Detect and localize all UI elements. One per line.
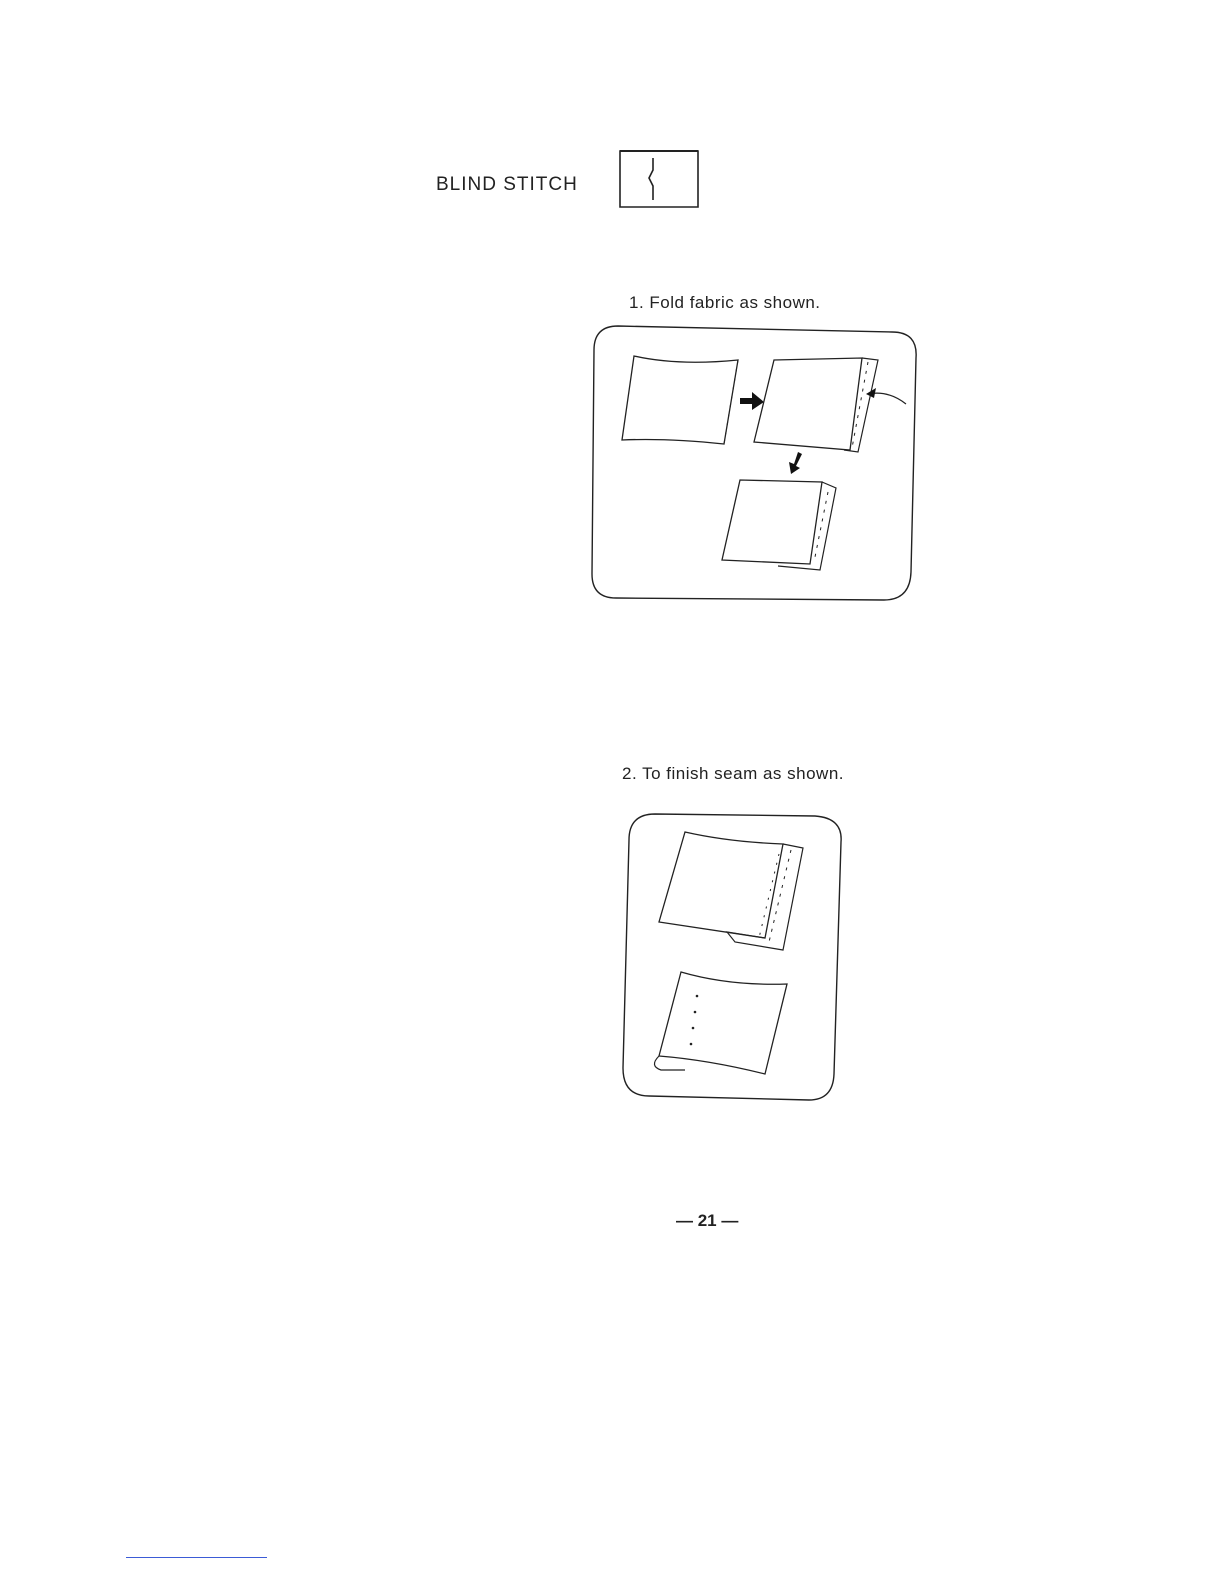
page-number: — 21 —	[676, 1211, 739, 1230]
fold-fabric-illustration	[588, 322, 920, 606]
step-2-caption: 2. To finish seam as shown.	[622, 764, 845, 783]
finish-seam-illustration	[619, 810, 845, 1102]
blind-stitch-icon	[619, 148, 699, 208]
page-title: BLIND STITCH	[436, 174, 578, 195]
step-1-caption: 1. Fold fabric as shown.	[629, 293, 821, 312]
footer-rule	[126, 1557, 267, 1558]
